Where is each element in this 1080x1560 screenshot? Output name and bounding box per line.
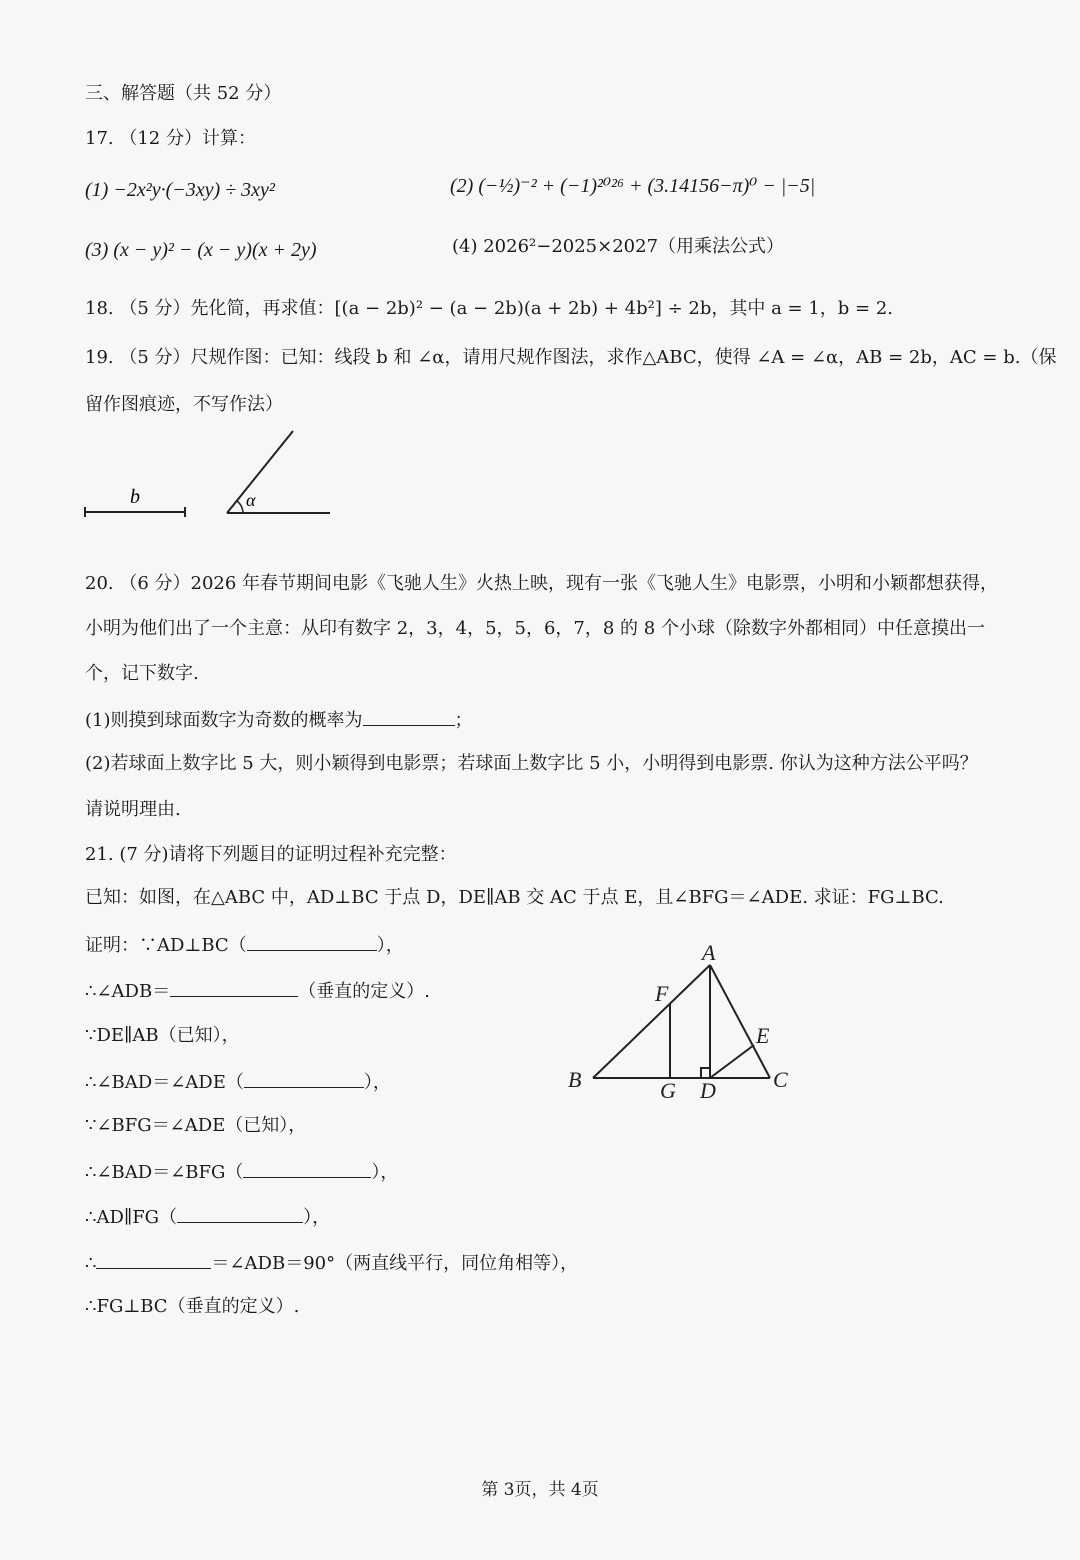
q17-part1: (1) −2x²y·(−3xy) ÷ 3xy² [85, 179, 275, 201]
q17-header: 17. （12 分）计算： [85, 128, 256, 149]
label-b: b [130, 486, 140, 508]
answer-blank[interactable] [170, 978, 298, 997]
proof-step-5: ∵∠BFG＝∠ADE（已知）， [85, 1115, 307, 1136]
step-1-end: ）， [376, 935, 404, 956]
step-8-end: ＝∠ADB＝90°（两直线平行，同位角相等）， [211, 1253, 579, 1274]
proof-step-2 [85, 978, 430, 1004]
proof-step-3: ∵DE∥AB（已知）， [85, 1025, 240, 1046]
q20-part1-end: ； [454, 710, 473, 731]
step-2-text: ∴∠ADB＝ [85, 981, 171, 1002]
step-4-end: ）， [363, 1072, 391, 1093]
q17-part4: (4) 2026²−2025×2027（用乘法公式） [452, 236, 785, 257]
section-title: 三、解答题（共 52 分） [85, 83, 282, 104]
q20-part2-line2: 请说明理由. [85, 799, 181, 820]
page-footer: 第 3页，共 4页 [481, 1480, 599, 1500]
label-B: B [568, 1067, 582, 1092]
step-1-text: 证明：∵AD⊥BC（ [85, 935, 247, 956]
q19-figure [80, 425, 340, 525]
q17-part3: (3) (x − y)² − (x − y)(x + 2y) [85, 239, 317, 261]
proof-step-9: ∴FG⊥BC（垂直的定义）. [85, 1296, 300, 1317]
answer-blank[interactable] [363, 707, 455, 726]
label-G: G [660, 1078, 676, 1103]
label-A: A [702, 940, 716, 965]
answer-blank[interactable] [243, 1159, 371, 1178]
step-8-text: ∴ [85, 1253, 97, 1274]
label-C: C [773, 1067, 788, 1092]
label-E: E [756, 1023, 770, 1048]
answer-blank[interactable] [96, 1250, 211, 1269]
proof-step-1 [85, 932, 404, 958]
proof-step-4 [85, 1069, 391, 1095]
q21-header: 21. (7 分)请将下列题目的证明过程补充完整： [85, 844, 457, 865]
q21-given: 已知：如图，在△ABC 中，AD⊥BC 于点 D，DE∥AB 交 AC 于点 E，且∠BFG＝∠ADE. 求证：FG⊥BC. [85, 887, 944, 908]
step-7-text: ∴AD∥FG（ [85, 1207, 178, 1228]
triangle-figure [560, 935, 810, 1110]
label-alpha: α [246, 490, 256, 510]
answer-blank[interactable] [247, 932, 377, 951]
proof-step-8 [85, 1250, 578, 1276]
step-4-text: ∴∠BAD＝∠ADE（ [85, 1072, 244, 1093]
answer-blank[interactable] [244, 1069, 364, 1088]
angle-arc [237, 501, 243, 513]
step-2-end: （垂直的定义）. [298, 981, 430, 1002]
q20-part2-line1: (2)若球面上数字比 5 大，则小颖得到电影票；若球面上数字比 5 小，小明得到电影票. 你认为这种方法公平吗？ [85, 753, 978, 774]
q17-part2: (2) (−½)⁻² + (−1)²⁰²⁶ + (3.14156−π)⁰ − |−5| [450, 175, 816, 197]
q18-text: 18. （5 分）先化简，再求值：[(a − 2b)² − (a − 2b)(a + 2b) + 4b²] ÷ 2b，其中 a = 1，b = 2. [85, 298, 894, 319]
step-6-end: ）， [371, 1162, 399, 1183]
q20-line3: 个，记下数字. [85, 663, 199, 684]
side-AB [593, 965, 710, 1078]
answer-blank[interactable] [177, 1204, 303, 1223]
step-6-text: ∴∠BAD＝∠BFG（ [85, 1162, 244, 1183]
q20-part1-text: (1)则摸到球面数字为奇数的概率为 [85, 710, 363, 731]
step-7-end: ）， [303, 1207, 331, 1228]
q20-line1: 20. （6 分）2026 年春节期间电影《飞驰人生》火热上映，现有一张《飞驰人生》电影票，小明和小颖都想获得， [85, 573, 999, 594]
q20-line2: 小明为他们出了一个主意：从印有数字 2，3，4，5，5，6，7，8 的 8 个小球（除数字外都相同）中任意摸出一 [85, 618, 985, 639]
q19-line2: 留作图痕迹，不写作法） [85, 394, 283, 415]
label-D: D [700, 1078, 716, 1103]
q19-line1: 19. （5 分）尺规作图：已知：线段 b 和 ∠α，请用尺规作图法，求作△ABC，使得 ∠A = ∠α，AB = 2b，AC = b.（保 [85, 347, 1057, 368]
proof-step-7 [85, 1204, 330, 1230]
right-angle-mark [701, 1068, 710, 1078]
segment-DE [710, 1045, 754, 1078]
side-AC [710, 965, 770, 1078]
angle-ray-slant [227, 431, 293, 513]
label-F: F [655, 981, 669, 1006]
proof-step-6 [85, 1159, 398, 1185]
q20-part1 [85, 707, 473, 733]
